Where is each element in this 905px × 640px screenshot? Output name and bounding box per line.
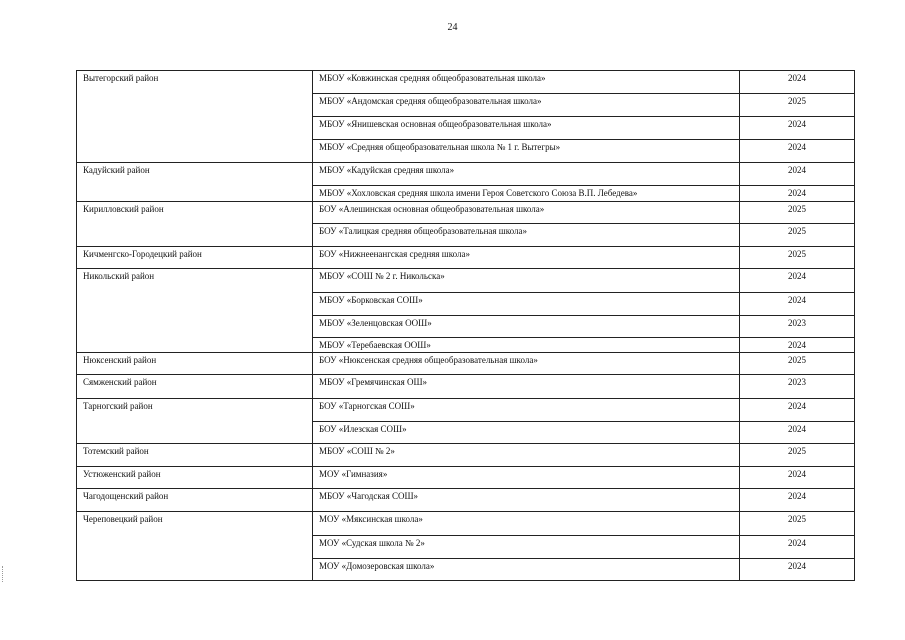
school-cell: БОУ «Нижнеенангская средняя школа» xyxy=(313,247,740,269)
year-cell: 2024 xyxy=(740,117,855,140)
table-row xyxy=(77,163,855,186)
table-row xyxy=(77,489,855,512)
year-cell: 2024 xyxy=(740,186,855,202)
district-cell: Чагодощенский район xyxy=(77,489,313,512)
table-row xyxy=(77,375,855,399)
year-cell: 2024 xyxy=(740,269,855,293)
table-row xyxy=(77,353,855,375)
page-number: 24 xyxy=(447,22,458,33)
school-cell: МБОУ «Чагодская СОШ» xyxy=(313,489,740,512)
year-cell: 2024 xyxy=(740,536,855,559)
district-cell: Кирилловский район xyxy=(77,202,313,247)
school-cell: МОУ «Судская школа № 2» xyxy=(313,536,740,559)
schools-table-body xyxy=(77,71,855,581)
year-cell: 2025 xyxy=(740,247,855,269)
school-cell: МБОУ «Хохловская средняя школа имени Героя Советского Союза В.П. Лебедева» xyxy=(313,186,740,202)
year-cell: 2024 xyxy=(740,293,855,316)
district-cell: Никольский район xyxy=(77,269,313,353)
table-row xyxy=(77,71,855,94)
year-cell: 2025 xyxy=(740,512,855,536)
school-cell: МБОУ «Средняя общеобразовательная школа № 1 г. Вытегры» xyxy=(313,140,740,163)
table-row xyxy=(77,202,855,224)
school-cell: МБОУ «Зеленцовская ООШ» xyxy=(313,316,740,338)
school-cell: МОУ «Гимназия» xyxy=(313,467,740,489)
school-cell: МОУ «Мяксинская школа» xyxy=(313,512,740,536)
district-cell: Кадуйский район xyxy=(77,163,313,202)
year-cell: 2025 xyxy=(740,94,855,117)
school-cell: МБОУ «Гремячинская ОШ» xyxy=(313,375,740,399)
year-cell: 2024 xyxy=(740,71,855,94)
school-cell: МОУ «Домозеровская школа» xyxy=(313,559,740,581)
school-cell: БОУ «Талицкая средняя общеобразовательная школа» xyxy=(313,224,740,247)
year-cell: 2024 xyxy=(740,399,855,422)
district-cell: Кичменгско-Городецкий район xyxy=(77,247,313,269)
district-cell: Череповецкий район xyxy=(77,512,313,581)
table-row xyxy=(77,399,855,422)
school-cell: БОУ «Тарногская СОШ» xyxy=(313,399,740,422)
table-row xyxy=(77,467,855,489)
school-cell: МБОУ «СОШ № 2 г. Никольска» xyxy=(313,269,740,293)
year-cell: 2025 xyxy=(740,224,855,247)
year-cell: 2024 xyxy=(740,489,855,512)
year-cell: 2024 xyxy=(740,338,855,353)
school-cell: МБОУ «Теребаевская ООШ» xyxy=(313,338,740,353)
table-row xyxy=(77,269,855,293)
table-row xyxy=(77,247,855,269)
district-cell: Устюженский район xyxy=(77,467,313,489)
year-cell: 2024 xyxy=(740,559,855,581)
school-cell: МБОУ «Андомская средняя общеобразовательная школа» xyxy=(313,94,740,117)
year-cell: 2023 xyxy=(740,316,855,338)
district-cell: Вытегорский район xyxy=(77,71,313,163)
year-cell: 2025 xyxy=(740,444,855,467)
table-row xyxy=(77,512,855,536)
schools-table xyxy=(76,70,855,581)
table-row xyxy=(77,444,855,467)
school-cell: БОУ «Алешинская основная общеобразовательная школа» xyxy=(313,202,740,224)
school-cell: БОУ «Нюксенская средняя общеобразовательная школа» xyxy=(313,353,740,375)
school-cell: МБОУ «Янишевская основная общеобразовательная школа» xyxy=(313,117,740,140)
year-cell: 2024 xyxy=(740,422,855,444)
school-cell: БОУ «Илезская СОШ» xyxy=(313,422,740,444)
school-cell: МБОУ «Кадуйская средняя школа» xyxy=(313,163,740,186)
district-cell: Нюксенский район xyxy=(77,353,313,375)
district-cell: Тотемский район xyxy=(77,444,313,467)
year-cell: 2025 xyxy=(740,202,855,224)
school-cell: МБОУ «СОШ № 2» xyxy=(313,444,740,467)
year-cell: 2023 xyxy=(740,375,855,399)
scan-edge-mark xyxy=(2,566,5,582)
district-cell: Тарногский район xyxy=(77,399,313,444)
year-cell: 2024 xyxy=(740,467,855,489)
district-cell: Сямженский район xyxy=(77,375,313,399)
year-cell: 2025 xyxy=(740,353,855,375)
school-cell: МБОУ «Борковская СОШ» xyxy=(313,293,740,316)
year-cell: 2024 xyxy=(740,163,855,186)
year-cell: 2024 xyxy=(740,140,855,163)
school-cell: МБОУ «Ковжинская средняя общеобразовательная школа» xyxy=(313,71,740,94)
